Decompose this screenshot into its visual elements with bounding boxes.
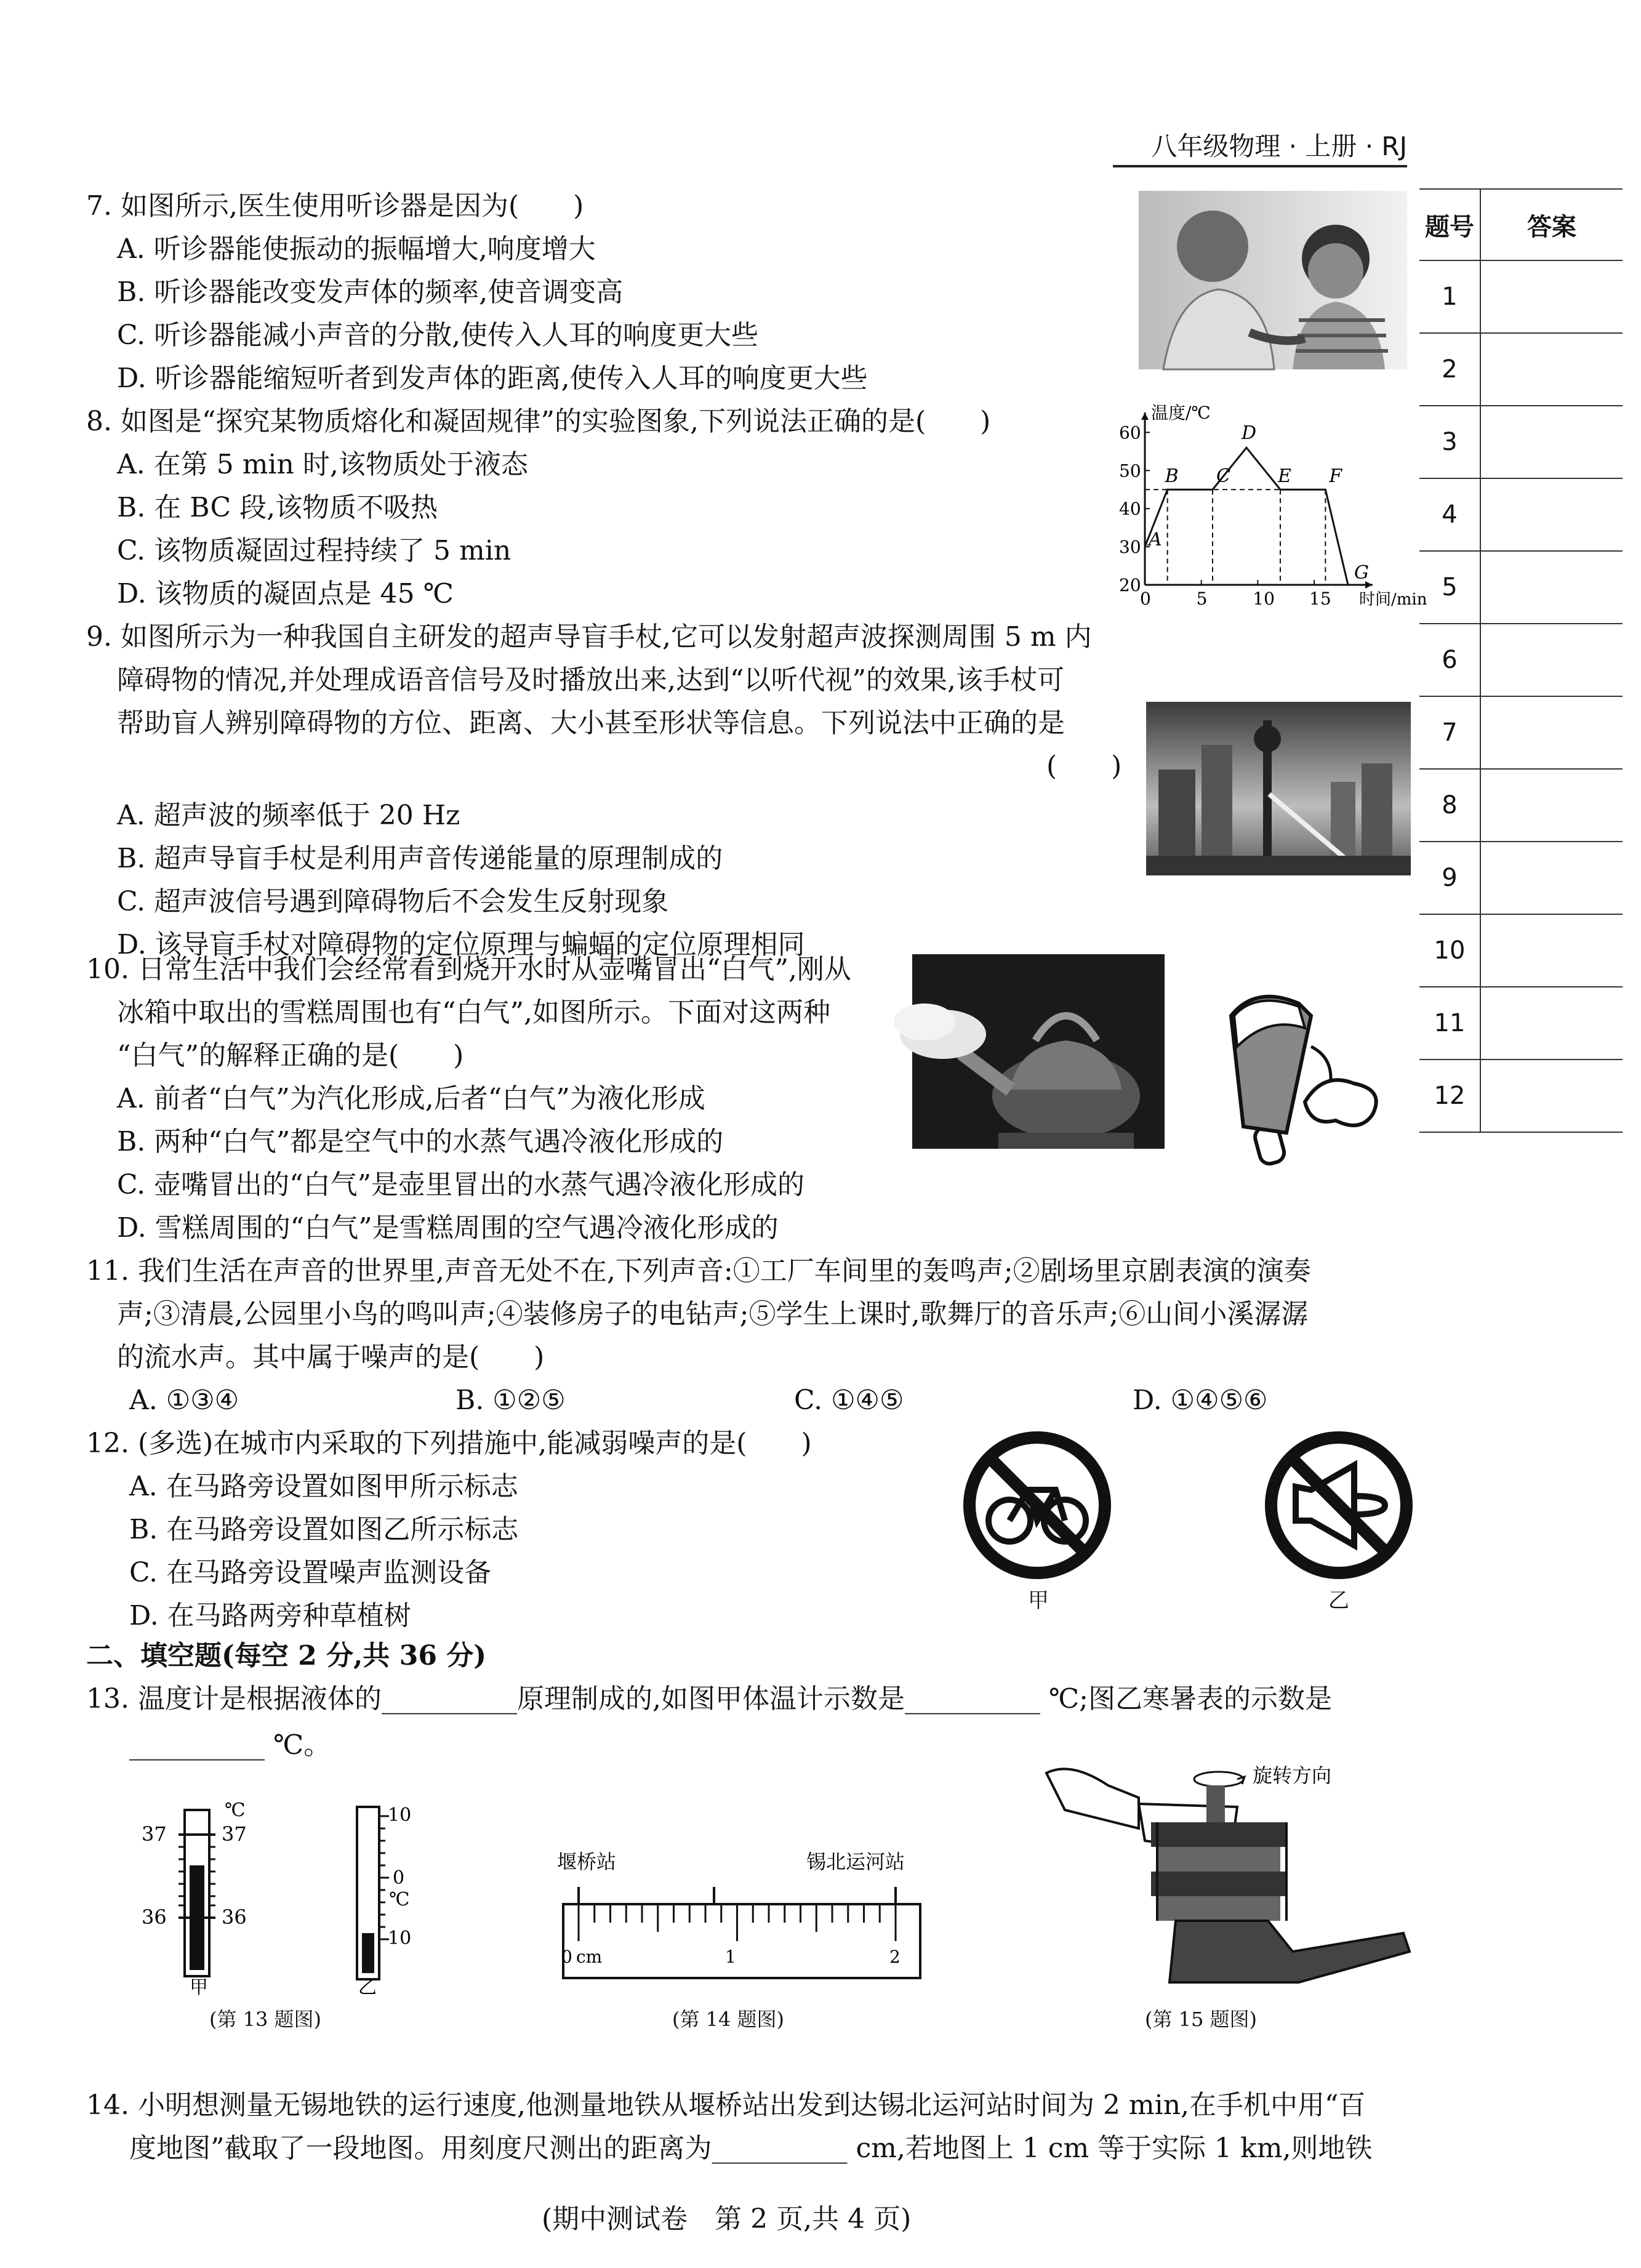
table-row bbox=[1419, 769, 1623, 842]
popsicle-drawing bbox=[1219, 979, 1403, 1170]
q13-line-1: 13. 温度计是根据液体的__________原理制成的,如图甲体温计示数是__________ ℃;图乙寒暑表的示数是 bbox=[86, 1683, 1332, 1715]
sign-label-b: 乙 bbox=[1328, 1588, 1349, 1613]
answer-cell[interactable] bbox=[1480, 769, 1623, 842]
header-rule bbox=[1113, 165, 1407, 167]
answer-cell[interactable] bbox=[1480, 1060, 1623, 1132]
answer-number: 6 bbox=[1419, 624, 1480, 696]
x-tick-label: 5 bbox=[1196, 589, 1208, 609]
q8-option-a[interactable]: A. 在第 5 min 时,该物质处于液态 bbox=[117, 449, 528, 480]
q7-option-c[interactable]: C. 听诊器能减小声音的分散,使传入人耳的响度更大些 bbox=[117, 320, 759, 351]
fig13-caption: (第 13 题图) bbox=[209, 2008, 322, 2031]
point-label-f: F bbox=[1329, 465, 1342, 488]
q14-line-2: 度地图”截取了一段地图。用刻度尺测出的距离为__________ cm,若地图上 1 cm 等于实际 1 km,则地铁 bbox=[129, 2133, 1373, 2164]
chart-labels bbox=[1119, 403, 1427, 609]
table-row bbox=[1419, 696, 1623, 769]
q9-option-b[interactable]: B. 超声导盲手杖是利用声音传递能量的原理制成的 bbox=[117, 843, 723, 874]
no-bicycle-sign bbox=[960, 1428, 1114, 1582]
thermometer-a-label: 甲 bbox=[190, 1977, 208, 1998]
x-tick-label: 0 bbox=[1140, 589, 1151, 609]
q12-option-d[interactable]: D. 在马路两旁种草植树 bbox=[129, 1600, 411, 1631]
table-row bbox=[1419, 1060, 1623, 1132]
answer-cell[interactable] bbox=[1480, 987, 1623, 1060]
table-row bbox=[1419, 551, 1623, 624]
point-label-g: G bbox=[1354, 562, 1369, 584]
q10-option-a[interactable]: A. 前者“白气”为汽化形成,后者“白气”为液化形成 bbox=[117, 1083, 705, 1114]
answer-table-header-number: 题号 bbox=[1419, 189, 1480, 260]
q7-option-a[interactable]: A. 听诊器能使振动的振幅增大,响度增大 bbox=[117, 233, 596, 265]
q7-option-d[interactable]: D. 听诊器能缩短听者到发声体的距离,使传入人耳的响度更大些 bbox=[117, 363, 868, 394]
table-row bbox=[1419, 624, 1623, 696]
q10-option-b[interactable]: B. 两种“白气”都是空气中的水蒸气遇冷液化形成的 bbox=[117, 1126, 724, 1157]
answer-number: 11 bbox=[1419, 987, 1480, 1060]
melting-chart bbox=[1108, 400, 1427, 609]
y-tick-label: 40 bbox=[1119, 499, 1141, 520]
table-row bbox=[1419, 987, 1623, 1060]
q8-option-c[interactable]: C. 该物质凝固过程持续了 5 min bbox=[117, 535, 512, 566]
map-ruler-figure bbox=[554, 1838, 936, 1985]
answer-number: 12 bbox=[1419, 1060, 1480, 1132]
thermometer-a-lower-right: 36 bbox=[222, 1905, 247, 1929]
answer-cell[interactable] bbox=[1480, 914, 1623, 987]
chart-guides bbox=[1145, 489, 1325, 585]
x-axis-label: 时间/min bbox=[1359, 590, 1427, 609]
stethoscope-photo bbox=[1139, 191, 1407, 369]
thermometer-a-upper-left: 37 bbox=[142, 1822, 167, 1846]
y-axis-label: 温度/℃ bbox=[1151, 403, 1211, 423]
point-label-b: B bbox=[1165, 465, 1179, 488]
table-row bbox=[1419, 842, 1623, 914]
table-row bbox=[1419, 406, 1623, 478]
q11-option-a[interactable]: A. ①③④ bbox=[129, 1385, 239, 1416]
page-header: 八年级物理 · 上册 · RJ bbox=[1151, 131, 1407, 161]
x-tick-label: 10 bbox=[1253, 589, 1275, 609]
q11-option-c[interactable]: C. ①④⑤ bbox=[794, 1385, 904, 1416]
answer-number: 10 bbox=[1419, 914, 1480, 987]
answer-number: 5 bbox=[1419, 551, 1480, 624]
thermometer-a-upper-right: 37 bbox=[222, 1822, 247, 1846]
answer-number: 2 bbox=[1419, 333, 1480, 406]
q11-option-d[interactable]: D. ①④⑤⑥ bbox=[1133, 1385, 1268, 1416]
q14-line-1: 14. 小明想测量无锡地铁的运行速度,他测量地铁从堰桥站出发到达锡北运河站时间为 2 min,在手机中用“百 bbox=[86, 2089, 1366, 2121]
q8-option-b[interactable]: B. 在 BC 段,该物质不吸热 bbox=[117, 492, 438, 523]
guide-cane-photo bbox=[1146, 702, 1411, 875]
q13-line-2: __________ ℃。 bbox=[129, 1729, 331, 1761]
q12-option-a[interactable]: A. 在马路旁设置如图甲所示标志 bbox=[129, 1471, 518, 1502]
table-row bbox=[1419, 478, 1623, 551]
q9-line-3: 帮助盲人辨别障碍物的方位、距离、大小甚至形状等信息。下列说法中正确的是 bbox=[117, 707, 1065, 739]
answer-table bbox=[1419, 188, 1623, 1133]
q9-line-1: 9. 如图所示为一种我国自主研发的超声导盲手杖,它可以发射超声波探测周围 5 m 内 bbox=[86, 621, 1092, 653]
q7-option-b[interactable]: B. 听诊器能改变发声体的频率,使音调变高 bbox=[117, 276, 624, 308]
answer-cell[interactable] bbox=[1480, 478, 1623, 551]
fig15-caption: (第 15 题图) bbox=[1145, 2008, 1258, 2031]
y-tick-label: 20 bbox=[1119, 575, 1141, 595]
table-row bbox=[1419, 914, 1623, 987]
thermometer-b-unit: ℃ bbox=[389, 1889, 410, 1910]
thermometer-b-label: 乙 bbox=[358, 1977, 377, 1998]
y-tick-label: 50 bbox=[1119, 460, 1141, 481]
rotation-direction-label: 旋转方向 bbox=[1253, 1764, 1332, 1787]
table-row bbox=[1419, 333, 1623, 406]
thermometer-a-unit: ℃ bbox=[225, 1800, 246, 1821]
q9-paren: ( ) bbox=[1046, 750, 1122, 782]
point-label-d: D bbox=[1242, 422, 1257, 444]
answer-number: 7 bbox=[1419, 696, 1480, 769]
answer-cell[interactable] bbox=[1480, 333, 1623, 406]
q8-stem: 8. 如图是“探究某物质熔化和凝固规律”的实验图象,下列说法正确的是( ) bbox=[86, 406, 991, 437]
answer-cell[interactable] bbox=[1480, 260, 1623, 333]
answer-cell[interactable] bbox=[1480, 551, 1623, 624]
kettle-photo bbox=[912, 954, 1165, 1149]
thermometer-b-zero: 0 bbox=[393, 1867, 405, 1889]
ruler-two: 2 bbox=[889, 1947, 901, 1967]
q9-option-a[interactable]: A. 超声波的频率低于 20 Hz bbox=[117, 800, 460, 831]
q12-option-c[interactable]: C. 在马路旁设置噪声监测设备 bbox=[129, 1557, 492, 1588]
answer-cell[interactable] bbox=[1480, 406, 1623, 478]
q11-line-3: 的流水声。其中属于噪声的是( ) bbox=[117, 1341, 545, 1373]
q10-option-d[interactable]: D. 雪糕周围的“白气”是雪糕周围的空气遇冷液化形成的 bbox=[117, 1212, 779, 1244]
gear-figure bbox=[1034, 1748, 1416, 1995]
y-axis-arrow bbox=[1141, 412, 1149, 420]
point-label-c: C bbox=[1216, 465, 1230, 488]
answer-number: 3 bbox=[1419, 406, 1480, 478]
station-a-label: 堰桥站 bbox=[557, 1850, 617, 1873]
thermometer-b-column bbox=[362, 1933, 374, 1973]
thermometer-a-lower-left: 36 bbox=[142, 1905, 167, 1929]
thermometer-figure bbox=[135, 1798, 455, 1998]
no-horn-sign bbox=[1262, 1428, 1416, 1582]
q10-option-c[interactable]: C. 壶嘴冒出的“白气”是壶里冒出的水蒸气遇冷液化形成的 bbox=[117, 1169, 805, 1200]
q7-stem: 7. 如图所示,医生使用听诊器是因为( ) bbox=[86, 190, 584, 222]
answer-table-header-answer: 答案 bbox=[1480, 189, 1623, 260]
q10-line-1: 10. 日常生活中我们会经常看到烧开水时从壶嘴冒出“白气”,刚从 bbox=[86, 954, 851, 985]
ruler-zero: 0 bbox=[561, 1947, 572, 1967]
answer-cell[interactable] bbox=[1480, 624, 1623, 696]
point-label-a: A bbox=[1149, 529, 1162, 551]
q10-line-3: “白气”的解释正确的是( ) bbox=[117, 1040, 464, 1071]
q10-line-2: 冰箱中取出的雪糕周围也有“白气”,如图所示。下面对这两种 bbox=[117, 997, 830, 1028]
answer-number: 1 bbox=[1419, 260, 1480, 333]
q11-line-2: 声;③清晨,公园里小鸟的鸣叫声;④装修房子的电钻声;⑤学生上课时,歌舞厅的音乐声;⑥山间小溪潺潺 bbox=[117, 1298, 1309, 1330]
ruler-body bbox=[563, 1904, 920, 1978]
q9-line-2: 障碍物的情况,并处理成语音信号及时播放出来,达到“以听代视”的效果,该手杖可 bbox=[117, 664, 1064, 696]
q9-option-c[interactable]: C. 超声波信号遇到障碍物后不会发生反射现象 bbox=[117, 886, 669, 917]
answer-number: 4 bbox=[1419, 478, 1480, 551]
section-2-title: 二、填空题(每空 2 分,共 36 分) bbox=[86, 1640, 487, 1671]
q12-stem: 12. (多选)在城市内采取的下列措施中,能减弱噪声的是( ) bbox=[86, 1428, 812, 1459]
chart-axes bbox=[1141, 412, 1373, 589]
q12-option-b[interactable]: B. 在马路旁设置如图乙所示标志 bbox=[129, 1514, 519, 1545]
answer-cell[interactable] bbox=[1480, 842, 1623, 914]
thermometer-b-top: 10 bbox=[388, 1804, 412, 1826]
point-label-e: E bbox=[1278, 465, 1291, 488]
ruler-unit: cm bbox=[576, 1947, 603, 1967]
q8-option-d[interactable]: D. 该物质的凝固点是 45 ℃ bbox=[117, 578, 454, 609]
x-tick-label: 15 bbox=[1309, 589, 1331, 609]
station-b-label: 锡北运河站 bbox=[806, 1850, 905, 1873]
y-tick-label: 30 bbox=[1119, 537, 1141, 558]
q11-line-1: 11. 我们生活在声音的世界里,声音无处不在,下列声音:①工厂车间里的轰鸣声;②剧场里京剧表演的演奏 bbox=[86, 1255, 1311, 1287]
answer-cell[interactable] bbox=[1480, 696, 1623, 769]
fig14-caption: (第 14 题图) bbox=[672, 2008, 785, 2031]
answer-number: 8 bbox=[1419, 769, 1480, 842]
q9-option-d[interactable]: D. 该导盲手杖对障碍物的定位原理与蝙蝠的定位原理相同 bbox=[117, 929, 805, 960]
thermometer-b-bottom: 10 bbox=[388, 1928, 412, 1949]
ruler-one: 1 bbox=[725, 1947, 736, 1967]
page-footer: (期中测试卷 第 2 页,共 4 页) bbox=[542, 2203, 912, 2235]
table-row bbox=[1419, 260, 1623, 333]
y-tick-label: 60 bbox=[1119, 422, 1141, 443]
sign-label-a: 甲 bbox=[1028, 1588, 1049, 1613]
q11-option-b[interactable]: B. ①②⑤ bbox=[455, 1385, 566, 1416]
answer-number: 9 bbox=[1419, 842, 1480, 914]
